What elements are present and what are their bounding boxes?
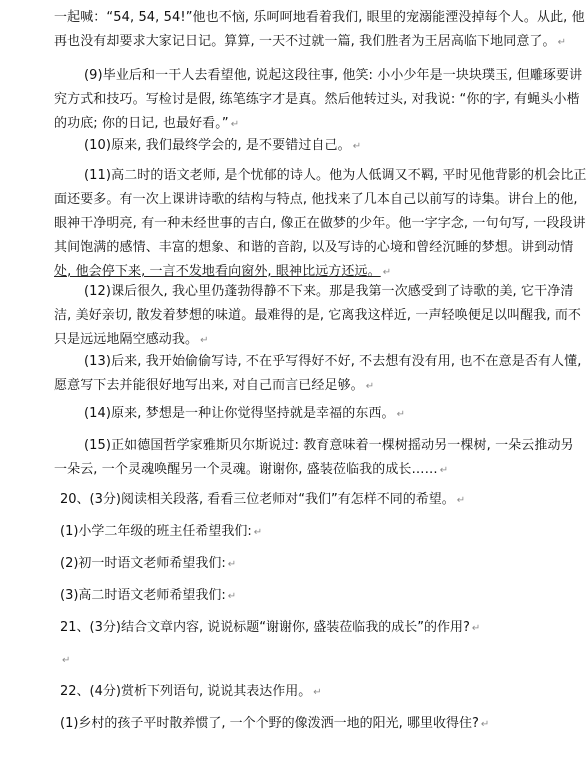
paragraph-continuation [54,6,585,54]
paragraph-mark: ↵ [62,655,71,666]
paragraph-mark: ↵ [471,623,481,634]
question-20: 20、(3分)阅读相关段落, 看看三位老师对“我们”有怎样不同的希望。 ↵ [60,492,466,507]
paragraph-13 [54,350,582,398]
text-line: (9)毕业后和一干人去看望他, 说起这段往事, 他笑: 小小少年是一块块璞玉, 但雕琢要讲 [84,68,583,83]
question-21: 21、(3分)结合文章内容, 说说标题“谢谢你, 盛装莅临我的成长”的作用? ↵ [60,620,481,635]
text-line: 一起喊：“54, 54, 54!”他也不恼, 乐呵呵地看着我们, 眼里的宠溺能湮没掉每个人。从此, 他 [54,10,585,25]
question-22-1: (1)乡村的孩子平时散养惯了, 一个个野的像泼洒一地的阳光, 哪里收得住? ↵ [60,716,490,731]
paragraph-9 [54,64,583,136]
paragraph-mark: ↵ [227,591,237,602]
text-line: (13)后来, 我开始偷偷写诗, 不在乎写得好不好, 不去想有没有用, 也不在意是否有人懂, [84,354,582,369]
text-line: (12)课后很久, 我心里仍蓬勃得静不下来。那是我第一次感受到了诗歌的美, 它干净清 [84,284,574,299]
text-line: (10)原来, 我们最终学会的, 是不要错过自己。 ↵ [84,138,362,153]
text-line: 的功底; 你的日记, 也最好看。” ↵ [54,116,240,131]
paragraph-mark: ↵ [230,119,240,130]
text-line: 面还要多。有一次上课讲诗歌的结构与特点, 他找来了几本自己以前写的诗集。讲台上的他, [54,192,578,207]
question-20-2: (2)初一时语文老师希望我们: ↵ [60,556,237,571]
text-line: 眼神干净明亮, 有一种未经世事的吉白, 像正在做梦的少年。他一字字念, 一句句写, 一段段讲 [54,216,586,231]
paragraph-mark: ↵ [253,527,263,538]
paragraph-mark: ↵ [227,559,237,570]
text-line: (15)正如德国哲学家雅斯贝尔斯说过: 教育意味着一棵树摇动另一棵树, 一朵云推动另 [84,438,574,453]
text-line: 究方式和技巧。写检讨是假, 练笔练字才是真。然后他转过头, 对我说: “你的字, 有蝇头小楷 [54,92,580,107]
paragraph-12 [54,280,582,352]
text-line: 处, 他会停下来, 一言不发地看向窗外, 眼神比远方还远。 ↵ [54,264,392,279]
paragraph-mark: ↵ [365,381,375,392]
paragraph-10 [54,134,560,158]
text-line: 洁, 美好亲切, 散发着梦想的味道。最难得的是, 它离我这样近, 一声轻唤便足以叫醒我, 而不 [54,308,582,323]
paragraph-15 [54,434,574,482]
paragraph-mark: ↵ [352,141,362,152]
paragraph-mark: ↵ [313,687,322,698]
question-20-1: (1)小学二年级的班主任希望我们: ↵ [60,524,263,539]
text-line: 一朵云, 一个灵魂唤醒另一个灵魂。谢谢你, 盛装莅临我的成长…… ↵ [54,462,449,477]
text-line: (14)原来, 梦想是一种让你觉得坚持就是幸福的东西。 ↵ [84,406,406,421]
question-20-3: (3)高二时语文老师希望我们: ↵ [60,588,237,603]
paragraph-mark: ↵ [382,267,392,278]
paragraph-mark: ↵ [396,409,406,420]
text-line: 只是远远地隔空感动我。 ↵ [54,332,209,347]
text-line: 再也没有却要求大家记日记。算算, 一天不过就一篇, 我们胜者为王居高临下地同意了。 ↵ [54,34,567,49]
paragraph-mark: ↵ [439,465,449,476]
paragraph-14 [54,402,560,426]
paragraph-mark: ↵ [480,719,490,730]
text-line: 愿意写下去并能很好地写出来, 对自己而言已经足够。 ↵ [54,378,375,393]
paragraph-11 [54,164,587,284]
paragraph-mark: ↵ [557,37,567,48]
paragraph-mark: ↵ [456,495,466,506]
text-line: 其间饱满的感情、丰富的想象、和谐的音韵, 以及写诗的心境和曾经沉睡的梦想。讲到动情 [54,240,574,255]
paragraph-mark: ↵ [200,335,209,346]
question-22: 22、(4分)赏析下列语句, 说说其表达作用。 ↵ [60,684,322,699]
text-line: (11)高二时的语文老师, 是个忧郁的诗人。他为人低调又不羁, 平时见他背影的机会比正 [84,168,587,183]
answer-space-21 [60,650,560,671]
